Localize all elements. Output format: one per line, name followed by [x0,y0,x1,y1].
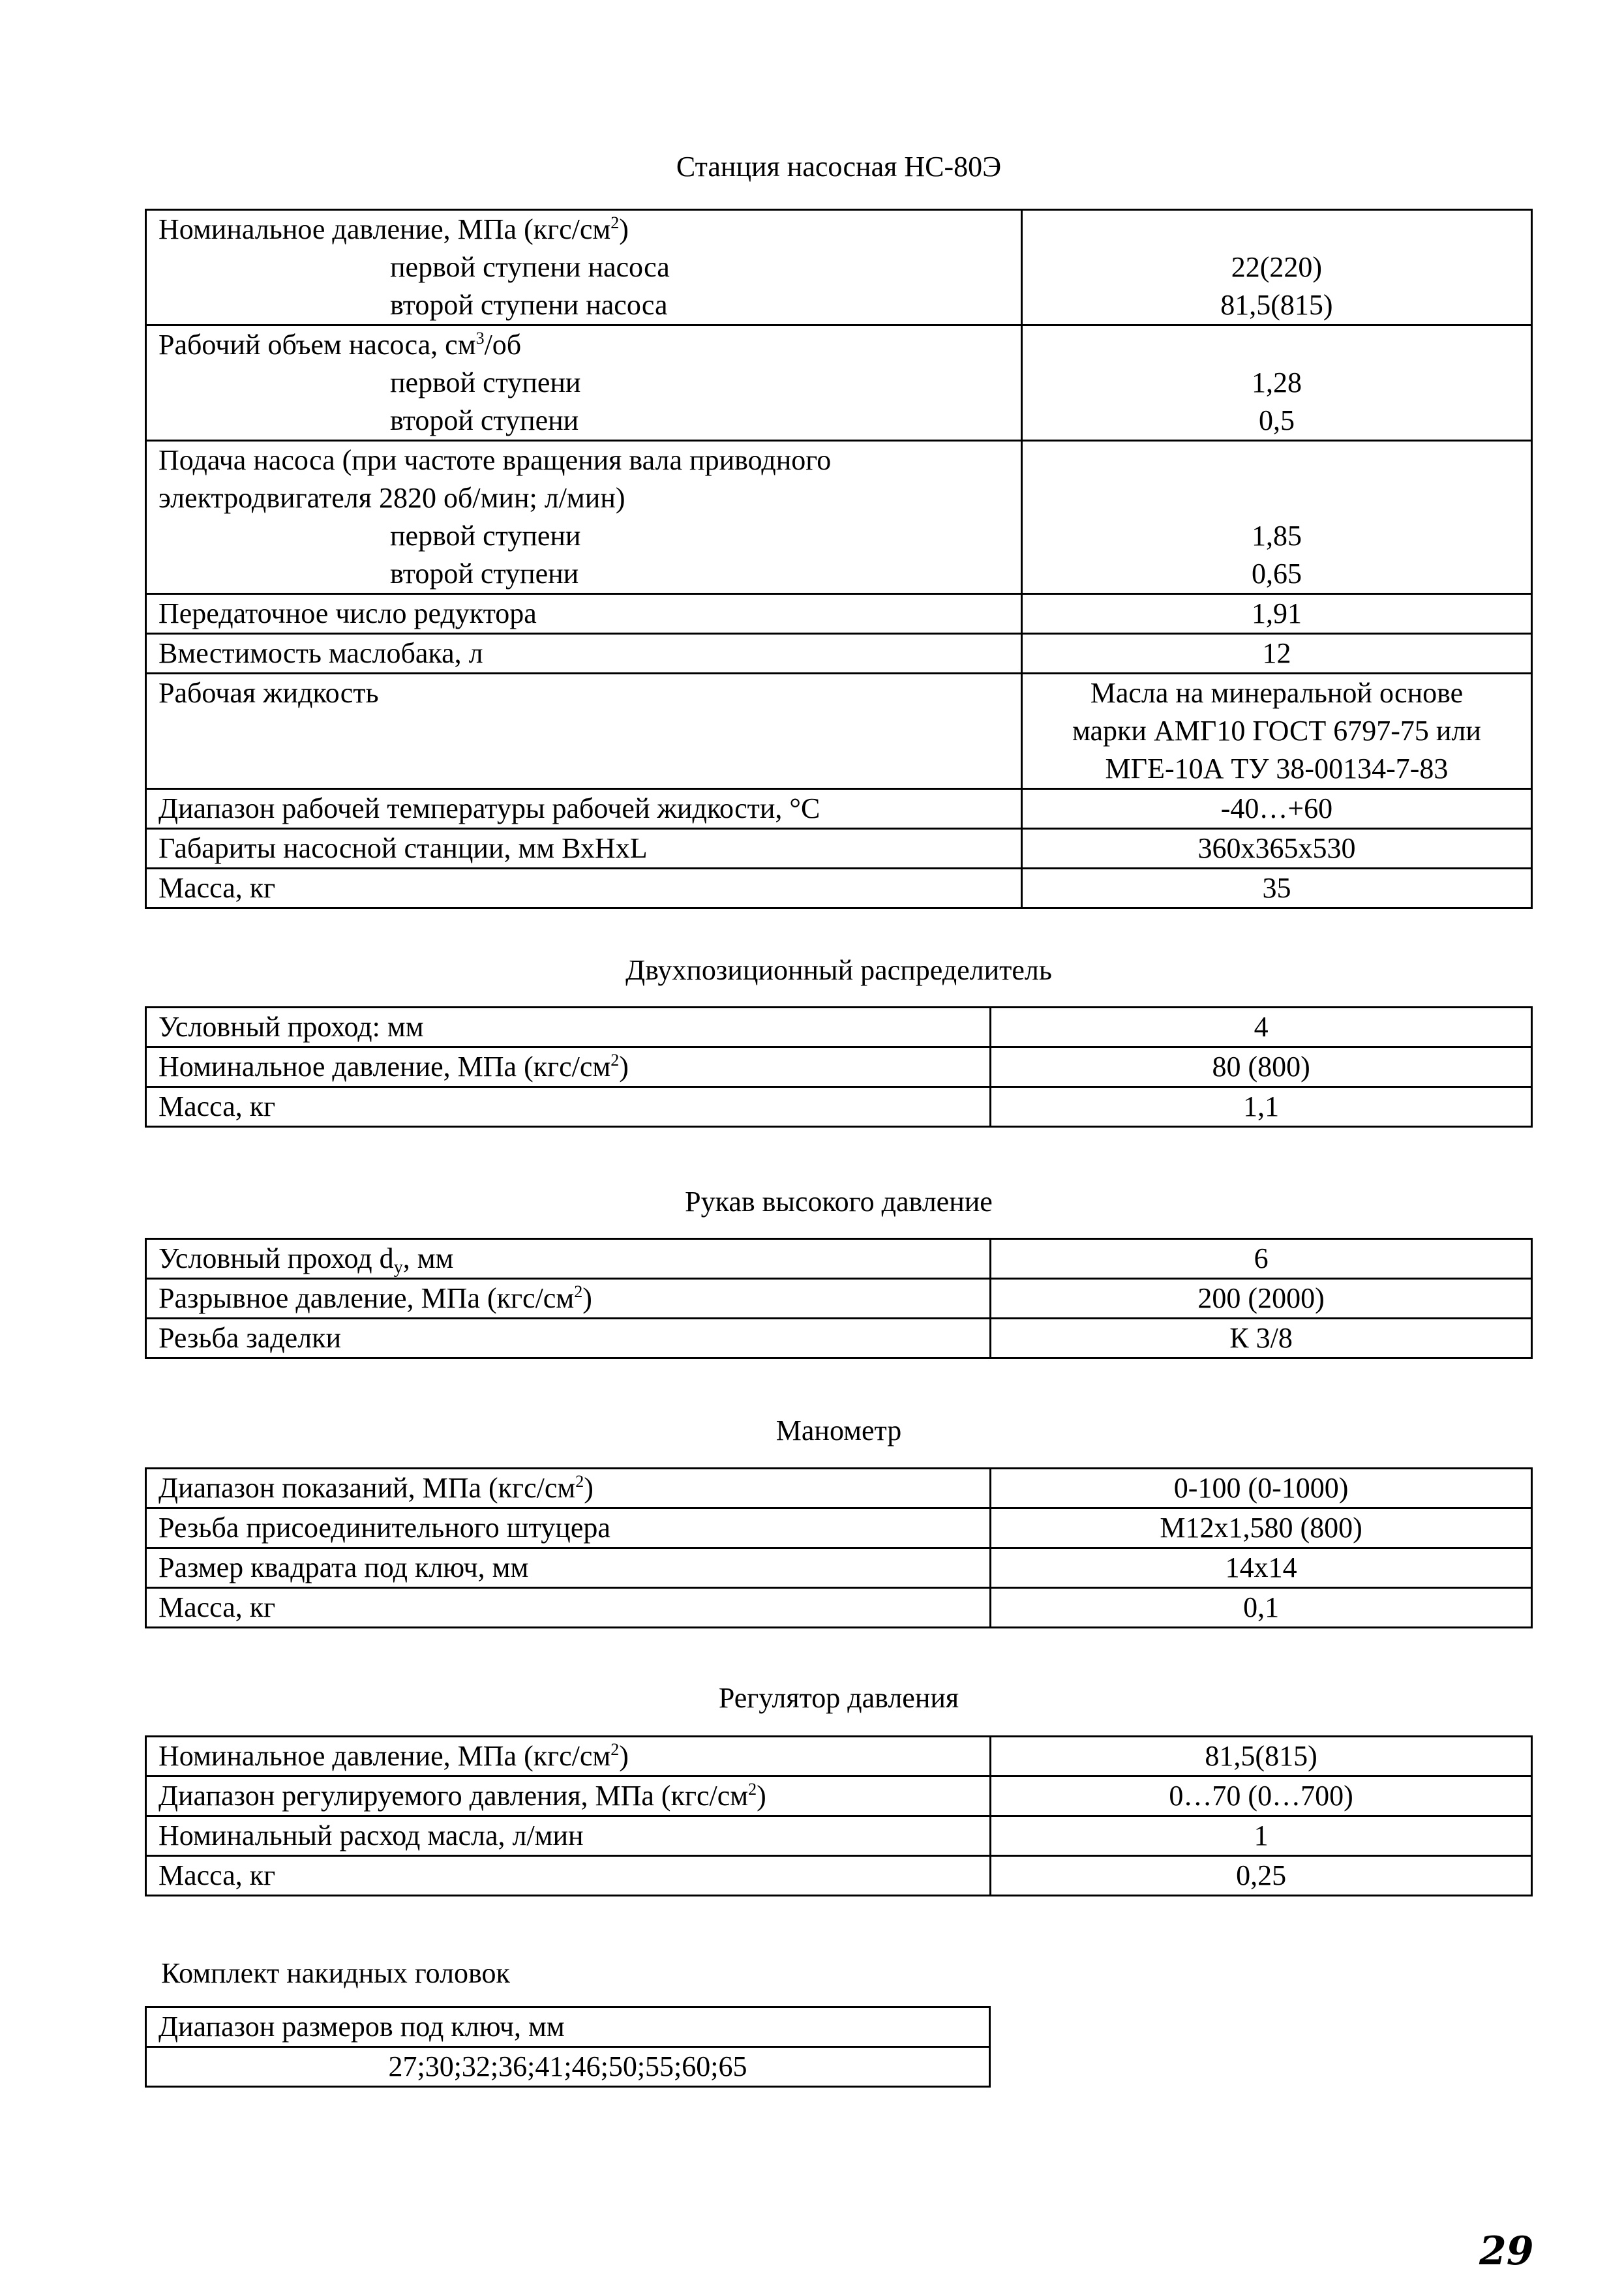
table-row [146,441,1532,594]
working-volume-label: Рабочий объем насоса, $см^3/об$ [158,329,522,361]
spec-label-cell: Диапазон регулируемого давления, МПа $(кгс/см^2)$ [146,1776,991,1816]
table-row [146,1776,1532,1816]
hose-title: Рукав высокого давление [685,1186,993,1218]
nominal-pressure-label: Номинальное давление, МПа $(кгс/см^2)$ [158,213,629,245]
manometer-title: Манометр [775,1415,902,1446]
table-row [146,1508,1532,1548]
dimensions-label: Габариты насосной станции, мм ВхНхL [146,829,1022,869]
table-row [146,1047,1532,1087]
spec-value-cell: М12х1,580 (800) [991,1508,1532,1548]
spec-value-cell: 0,1 [991,1588,1532,1628]
dimensions-value: 360х365х530 [1021,829,1531,869]
distributor-table [145,1006,1533,1128]
table-row [146,1008,1532,1047]
gear-ratio-label: Передаточное число редуктора [146,594,1022,634]
spec-label-cell: Масса, кг [146,1588,991,1628]
mass-label: Масса, кг [146,869,1022,908]
spec-value-cell: 200 (2000) [991,1279,1532,1319]
distributor-title: Двухпозиционный распределитель [625,954,1052,986]
manometer-table [145,1467,1533,1628]
spec-value-cell [1021,441,1531,594]
pump-supply-label-line1: Подача насоса (при частоте вращения вала приводного [158,444,832,476]
spec-value-cell: 0…70 (0…700) [991,1776,1532,1816]
tank-capacity-label: Вместимость маслобака, л [146,634,1022,674]
working-fluid-value: Масла на минеральной основе марки АМГ10 ГОСТ 6797-75 или МГЕ-10А ТУ 38-00134-7-83 [1021,674,1531,789]
stage1-value: 22(220) [1231,251,1323,283]
spec-value-cell: 0,25 [991,1856,1532,1896]
table-row [146,1239,1532,1279]
hose-table [145,1238,1533,1359]
spec-value-cell: 1,1 [991,1087,1532,1127]
stage2-value: 81,5(815) [1220,289,1333,321]
spec-label-cell: Условный проход $d_у$, мм [146,1239,991,1279]
stage1-value: 1,85 [1251,520,1302,552]
page-number: 29 [1479,2228,1534,2274]
table-row [146,1087,1532,1127]
spec-label-cell: Размер квадрата под ключ, мм [146,1548,991,1588]
stage2-label: второй ступени [390,404,579,436]
spec-label-cell: Масса, кг [146,1087,991,1127]
spec-label-cell [146,325,1022,441]
table-row [146,325,1532,441]
table-row [146,1816,1532,1856]
table-row [146,789,1532,829]
spec-label-cell: Номинальное давление, МПа $(кгс/см^2)$ [146,1047,991,1087]
stage2-label: второй ступени [390,558,579,590]
spec-value-cell: 6 [991,1239,1532,1279]
table-row [146,1548,1532,1588]
spec-value-cell [1021,210,1531,325]
pump-station-title: Станция насосная НС-80Э [676,151,1002,183]
table-row [146,2007,990,2047]
spec-value-cell: 1 [991,1816,1532,1856]
table-row [146,594,1532,634]
stage1-label: первой ступени [390,367,581,398]
tank-capacity-value: 12 [1021,634,1531,674]
spec-label-cell: Масса, кг [146,1856,991,1896]
stage1-label: первой ступени [390,520,581,552]
socket-set-table [145,2006,991,2088]
spec-value-cell: 80 (800) [991,1047,1532,1087]
spec-label-cell: Номинальный расход масла, л/мин [146,1816,991,1856]
spec-label-cell [146,441,1022,594]
spec-value-cell: 4 [991,1008,1532,1047]
table-row [146,1279,1532,1319]
regulator-title: Регулятор давления [718,1682,959,1714]
table-row [146,1737,1532,1776]
spec-label-cell: Резьба присоединительного штуцера [146,1508,991,1548]
table-row [146,1319,1532,1358]
gear-ratio-value: 1,91 [1021,594,1531,634]
stage1-value: 1,28 [1251,367,1302,398]
spec-label-cell [146,210,1022,325]
spec-value-cell [1021,325,1531,441]
table-row [146,1856,1532,1896]
table-row [146,869,1532,908]
temp-range-value: -40…+60 [1021,789,1531,829]
pump-station-table [145,209,1533,909]
temp-range-label: Диапазон рабочей температуры рабочей жидкости, °С [146,789,1022,829]
table-row [146,634,1532,674]
spec-value-cell: К 3/8 [991,1319,1532,1358]
working-fluid-label: Рабочая жидкость [146,674,1022,789]
table-row [146,1469,1532,1508]
table-row [146,2047,990,2087]
regulator-table [145,1735,1533,1896]
socket-set-header: Диапазон размеров под ключ, мм [146,2007,990,2047]
socket-set-values: 27;30;32;36;41;46;50;55;60;65 [146,2047,990,2087]
table-row [146,1588,1532,1628]
table-row [146,674,1532,789]
table-row [146,829,1532,869]
pump-supply-label-line2: электродвигателя 2820 об/мин; л/мин) [158,482,625,514]
spec-label-cell: Номинальное давление, МПа $(кгс/см^2)$ [146,1737,991,1776]
stage1-label: первой ступени насоса [390,251,670,283]
stage2-value: 0,5 [1258,404,1295,436]
spec-label-cell: Условный проход: мм [146,1008,991,1047]
table-row [146,210,1532,325]
mass-value: 35 [1021,869,1531,908]
stage2-value: 0,65 [1251,558,1302,590]
socket-set-title: Комплект накидных головок [161,1957,510,1989]
spec-label-cell: Диапазон показаний, МПа $(кгс/см^2)$ [146,1469,991,1508]
spec-value-cell: 14х14 [991,1548,1532,1588]
spec-value-cell: 0-100 (0-1000) [991,1469,1532,1508]
spec-value-cell: 81,5(815) [991,1737,1532,1776]
spec-label-cell: Разрывное давление, МПа $(кгс/см^2)$ [146,1279,991,1319]
stage2-label: второй ступени насоса [390,289,668,321]
spec-label-cell: Резьба заделки [146,1319,991,1358]
